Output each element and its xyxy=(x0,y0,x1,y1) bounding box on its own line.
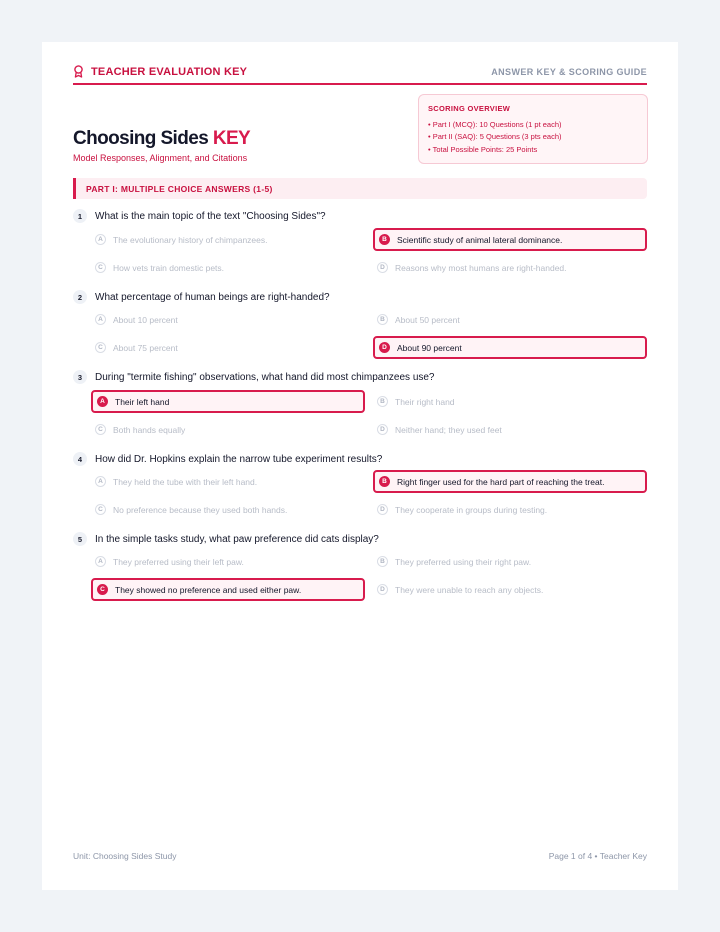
question-number: 1 xyxy=(73,209,87,223)
option-text: No preference because they used both hands. xyxy=(113,504,288,515)
option-letter: D xyxy=(377,504,388,515)
question-header xyxy=(73,290,330,304)
option-c[interactable] xyxy=(91,578,365,601)
page-title xyxy=(73,128,250,150)
header-guide-label: ANSWER KEY & SCORING GUIDE xyxy=(491,67,647,77)
option-c[interactable] xyxy=(91,336,365,359)
option-text: The evolutionary history of chimpanzees. xyxy=(113,234,268,245)
option-text: They were unable to reach any objects. xyxy=(395,584,544,595)
question-header xyxy=(73,209,326,223)
worksheet-page xyxy=(42,42,678,890)
option-text: They preferred using their left paw. xyxy=(113,556,244,567)
scoring-item: • Total Possible Points: 25 Points xyxy=(428,144,538,154)
page-subtitle: Model Responses, Alignment, and Citations xyxy=(73,153,248,163)
option-letter: B xyxy=(377,396,388,407)
title-key: KEY xyxy=(212,128,251,149)
option-a[interactable] xyxy=(91,390,365,413)
option-c[interactable] xyxy=(91,498,365,521)
option-text: Both hands equally xyxy=(113,424,186,435)
option-text: About 90 percent xyxy=(397,342,462,353)
option-letter: A xyxy=(95,314,106,325)
scoring-overview-title: SCORING OVERVIEW xyxy=(428,104,511,113)
question-text: What is the main topic of the text "Choosing Sides"? xyxy=(95,210,326,222)
option-a[interactable] xyxy=(91,470,365,493)
option-d[interactable] xyxy=(373,256,647,279)
footer-page-info: Page 1 of 4 • Teacher Key xyxy=(548,851,647,861)
scoring-overview-box xyxy=(418,94,648,164)
section-header-part-1 xyxy=(73,178,647,199)
option-text: Reasons why most humans are right-handed. xyxy=(395,262,567,273)
page-content xyxy=(73,42,647,890)
option-a[interactable] xyxy=(91,308,365,331)
option-d[interactable] xyxy=(373,418,647,441)
option-letter: C xyxy=(97,584,108,595)
question-number: 2 xyxy=(73,290,87,304)
option-text: How vets train domestic pets. xyxy=(113,262,225,273)
option-text: About 75 percent xyxy=(113,342,178,353)
option-text: Their left hand xyxy=(115,396,170,407)
option-letter: B xyxy=(379,234,390,245)
option-a[interactable] xyxy=(91,228,365,251)
option-d[interactable] xyxy=(373,498,647,521)
option-letter: A xyxy=(97,396,108,407)
option-b[interactable] xyxy=(373,228,647,251)
question-header xyxy=(73,452,382,466)
option-c[interactable] xyxy=(91,256,365,279)
option-a[interactable] xyxy=(91,550,365,573)
option-b[interactable] xyxy=(373,550,647,573)
section-title: PART I: MULTIPLE CHOICE ANSWERS (1-5) xyxy=(86,183,273,194)
title-main: Choosing Sides xyxy=(73,128,209,149)
option-text: Their right hand xyxy=(395,396,455,407)
option-letter: B xyxy=(379,476,390,487)
option-text: They showed no preference and used either paw. xyxy=(115,584,302,595)
question-number: 4 xyxy=(73,452,87,466)
question-text: How did Dr. Hopkins explain the narrow tube experiment results? xyxy=(95,453,383,465)
option-letter: A xyxy=(95,476,106,487)
option-text: About 50 percent xyxy=(395,314,460,325)
question-header xyxy=(73,370,435,384)
option-text: They held the tube with their left hand. xyxy=(113,476,258,487)
option-letter: C xyxy=(95,262,106,273)
option-text: About 10 percent xyxy=(113,314,178,325)
option-b[interactable] xyxy=(373,308,647,331)
question-text: What percentage of human beings are right-handed? xyxy=(95,291,330,303)
scoring-item: • Part II (SAQ): 5 Questions (3 pts each) xyxy=(428,132,562,142)
question-text: During "termite fishing" observations, what hand did most chimpanzees use? xyxy=(95,371,435,383)
award-ribbon-icon xyxy=(73,65,84,78)
footer-unit: Unit: Choosing Sides Study xyxy=(73,851,177,861)
option-d[interactable] xyxy=(373,336,647,359)
option-d[interactable] xyxy=(373,578,647,601)
option-letter: C xyxy=(95,424,106,435)
option-letter: A xyxy=(95,234,106,245)
option-c[interactable] xyxy=(91,418,365,441)
option-letter: D xyxy=(379,342,390,353)
option-text: They preferred using their right paw. xyxy=(395,556,532,567)
option-letter: A xyxy=(95,556,106,567)
option-letter: C xyxy=(95,504,106,515)
option-letter: B xyxy=(377,314,388,325)
question-header xyxy=(73,532,379,546)
option-b[interactable] xyxy=(373,470,647,493)
option-text: Right finger used for the hard part of reaching the treat. xyxy=(397,476,605,487)
option-text: Neither hand; they used feet xyxy=(395,424,502,435)
question-number: 3 xyxy=(73,370,87,384)
option-b[interactable] xyxy=(373,390,647,413)
header-bar xyxy=(73,64,647,85)
option-text: They cooperate in groups during testing. xyxy=(395,504,548,515)
option-letter: D xyxy=(377,424,388,435)
option-letter: B xyxy=(377,556,388,567)
scoring-item: • Part I (MCQ): 10 Questions (1 pt each) xyxy=(428,120,562,129)
question-text: In the simple tasks study, what paw preference did cats display? xyxy=(95,533,379,545)
option-letter: D xyxy=(377,262,388,273)
brand xyxy=(73,65,247,78)
brand-title: TEACHER EVALUATION KEY xyxy=(91,65,248,78)
question-number: 5 xyxy=(73,532,87,546)
option-text: Scientific study of animal lateral dominance. xyxy=(397,234,563,245)
option-letter: D xyxy=(377,584,388,595)
option-letter: C xyxy=(95,342,106,353)
